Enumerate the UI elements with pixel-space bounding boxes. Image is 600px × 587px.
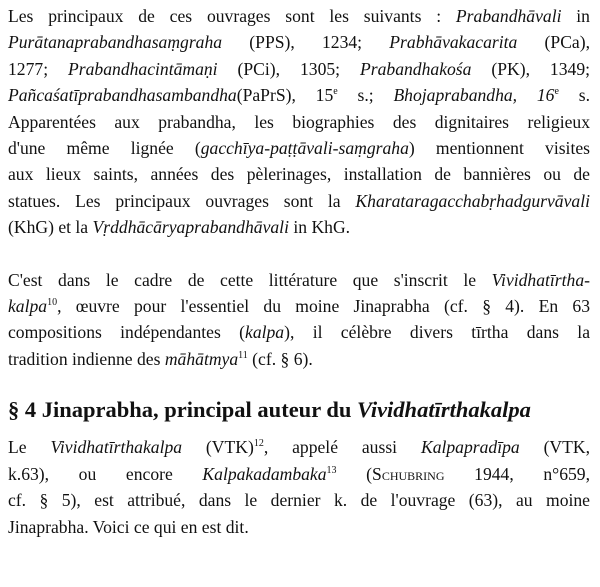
text-run: s.; <box>337 85 394 106</box>
title-kalpakadambaka: Kalpakadambaka <box>202 463 327 484</box>
footnote-ref-10[interactable]: 10 <box>47 297 58 309</box>
title-vividhatirtha: Vividhatīrtha- <box>491 269 590 290</box>
title-prabandhacintamani: Prabandhacintāmaṇi <box>68 58 218 79</box>
text-run: compositions indépendantes ( <box>8 322 246 343</box>
text-run: ( <box>336 463 373 484</box>
text-run: ), il célèbre divers tīrtha dans la <box>284 322 590 343</box>
text-line <box>8 293 590 319</box>
text-line <box>8 29 590 55</box>
text-line <box>8 3 590 29</box>
text-line <box>8 188 590 214</box>
text-line <box>8 346 590 372</box>
title-vividhatirthakalpa: Vividhatīrthakalpa <box>50 437 183 458</box>
text-line <box>8 267 590 293</box>
title-kalpa: kalpa <box>8 296 48 317</box>
text-run: d'une même lignée ( <box>8 138 201 159</box>
term-kalpa: kalpa <box>245 322 285 343</box>
text-run: s. <box>558 85 590 106</box>
term-mahatmya: māhātmya <box>164 348 239 369</box>
text-run: (VTK, <box>519 437 590 458</box>
text-line <box>8 434 590 460</box>
superscript: e <box>333 86 338 98</box>
text-line: Apparentées aux prabandha, les biographies des dignitaires religieux <box>8 111 590 132</box>
text-run: 1944, n°659, <box>444 463 590 484</box>
title-bhojaprabandha: Bhojaprabandha, 16 <box>393 85 555 106</box>
text-line: Jinaprabha. Voici ce qui en est dit. <box>8 516 249 537</box>
text-run: (PaPrS), 15 <box>236 85 334 106</box>
text-run: (KhG) et la <box>8 217 93 238</box>
text-run: tradition indienne des <box>8 348 165 369</box>
footnote-ref-11[interactable]: 11 <box>238 349 248 361</box>
title-puratanaprabandhasamgraha: Purātanaprabandhasaṃgraha <box>8 32 223 53</box>
text-run: Les principaux de ces ouvrages sont les suivants : <box>8 6 456 26</box>
paragraph-prabandha-works <box>8 3 590 241</box>
text-run: C'est dans le cadre de cette littérature que s'inscrit le <box>8 269 492 290</box>
paragraph-vtk-attribution <box>8 434 590 540</box>
footnote-ref-12[interactable]: 12 <box>253 438 264 450</box>
text-run: (PCa), <box>517 32 590 53</box>
text-line <box>8 214 590 240</box>
title-prabhavakacarita: Prabhāvakacarita <box>389 32 518 53</box>
text-run: (PPS), 1234; <box>222 32 390 53</box>
text-line: aux lieux saints, années des pèlerinages, installation de bannières ou de <box>8 164 590 185</box>
section-heading <box>8 396 590 424</box>
superscript: e <box>554 86 559 98</box>
text-run: , œuvre pour l'essentiel du moine Jinaprabha (cf. § 4). En 63 <box>57 296 590 317</box>
text-run: 1277; <box>8 58 69 79</box>
term-gacchiya-pattavali-samgraha: gacchīya-paṭṭāvali-saṃgraha <box>200 138 409 159</box>
text-run: (PK), 1349; <box>471 58 591 79</box>
author-name: Schubring <box>372 463 445 484</box>
text-line <box>8 56 590 82</box>
text-run: Le <box>8 437 51 458</box>
paragraph-vividhatirthakalpa-context <box>8 267 590 373</box>
text-line <box>8 135 590 161</box>
text-run: , appelé aussi <box>263 437 421 458</box>
title-pancasatiprabandhasambandha: Pañcaśatīprabandhasambandha <box>8 85 237 106</box>
text-line <box>8 319 590 345</box>
title-kalpapradipa: Kalpapradīpa <box>420 437 520 458</box>
title-vrddhacaryaprabandhavali: Vṛddhācāryaprabandhāvali <box>92 217 289 238</box>
title-prabandhavali: Prabandhāvali <box>455 6 562 26</box>
text-run: (VTK) <box>182 437 254 458</box>
text-run: in <box>561 6 590 26</box>
text-line <box>8 461 590 487</box>
text-run: statues. Les principaux ouvrages sont la <box>8 190 356 211</box>
text-line: cf. § 5), est attribué, dans le dernier k. de l'ouvrage (63), au moine <box>8 490 590 511</box>
title-prabandhakosa: Prabandhakośa <box>360 58 472 79</box>
text-run: k.63), ou encore <box>8 463 203 484</box>
text-run: (cf. § 6). <box>247 348 313 369</box>
heading-text: § 4 Jinaprabha, principal auteur du <box>8 397 358 423</box>
text-run: in KhG. <box>288 217 351 238</box>
text-line <box>8 82 590 108</box>
title-kharataragacchabrhadgurvavali: Kharataragacchabṛhadgurvāvali <box>355 190 590 211</box>
text-run: ) mentionnent visites <box>408 138 590 159</box>
text-run: (PCi), 1305; <box>217 58 361 79</box>
footnote-ref-13[interactable]: 13 <box>326 464 337 476</box>
heading-title-italic: Vividhatīrthakalpa <box>357 397 531 423</box>
